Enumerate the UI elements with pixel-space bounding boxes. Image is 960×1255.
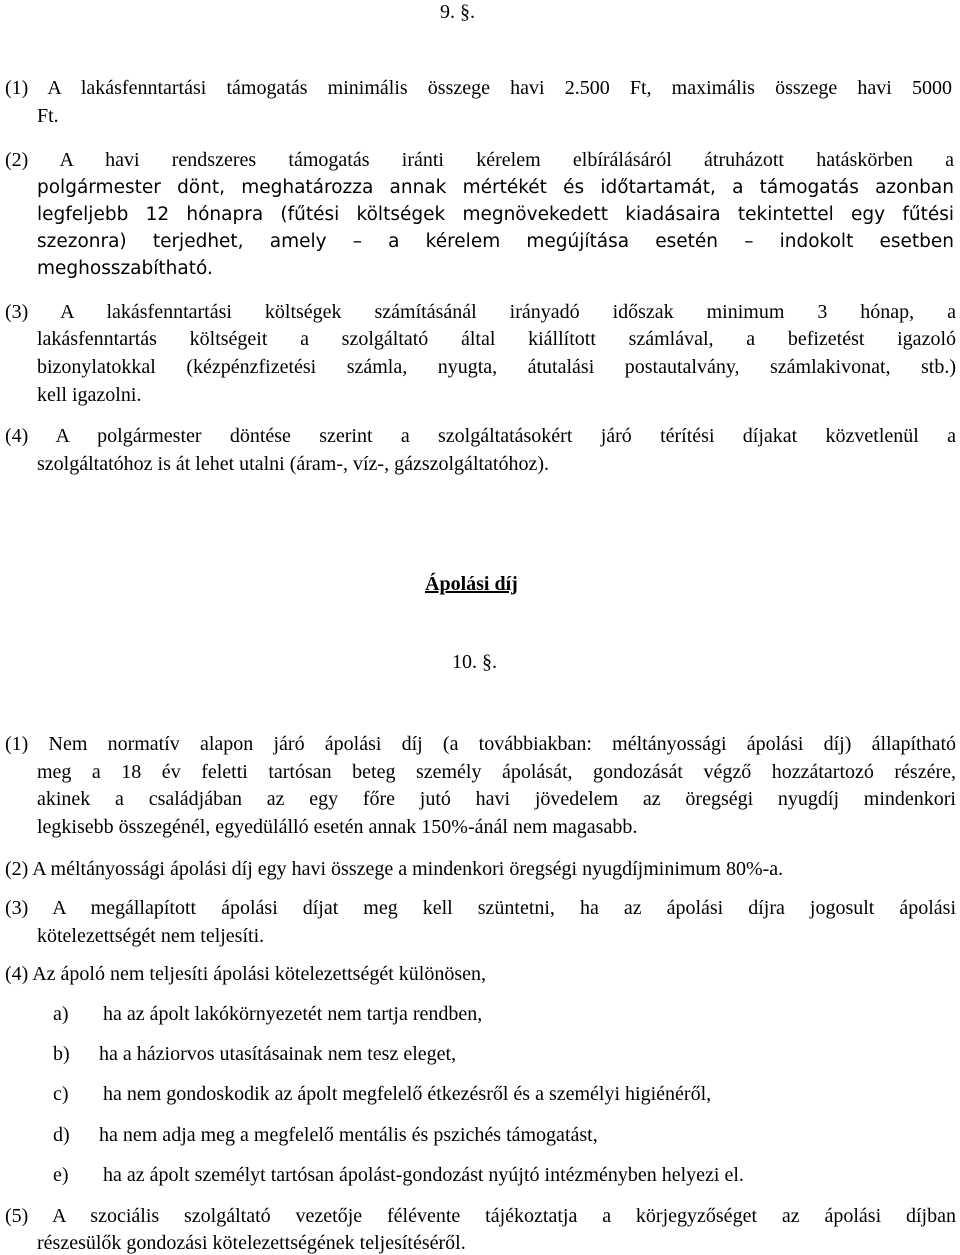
- list-item-marker: a): [53, 1003, 69, 1025]
- paragraph-9-2-line-5: meghosszabítható.: [37, 258, 213, 279]
- paragraph-9-4-line-2: szolgáltatóhoz is át lehet utalni (áram-, víz-, gázszolgáltatóhoz).: [37, 453, 550, 475]
- list-item-text: ha a háziorvos utasításainak nem tesz eleget,: [99, 1043, 457, 1065]
- paragraph-10-1-line-4: legkisebb összegénél, egyedülálló esetén annak 150%-ánál nem magasabb.: [37, 816, 638, 838]
- list-item: [53, 1123, 598, 1147]
- paragraph-10-3-line-1: (3) A megállapított ápolási díjat meg kell szüntetni, ha az ápolási díjra jogosult ápolási: [5, 897, 956, 919]
- section-heading-10: 10. §.: [452, 651, 497, 673]
- section-title-apolasi-dij: Ápolási díj: [425, 573, 518, 595]
- paragraph-10-1-line-2: meg a 18 év feletti tartósan beteg személy ápolását, gondozását végző hozzátartozó részére,: [37, 761, 956, 783]
- paragraph-9-3-line-4: kell igazolni.: [37, 384, 142, 406]
- list-item-text: ha nem adja meg a megfelelő mentális és pszichés támogatást,: [99, 1124, 598, 1146]
- paragraph-9-3-line-2: lakásfenntartás költségeit a szolgáltató által kiállított számlával, a befizetést igazoló: [37, 328, 956, 350]
- paragraph-10-5-line-1: (5) A szociális szolgáltató vezetője félévente tájékoztatja a körjegyzőséget az ápolási díjban: [5, 1205, 956, 1227]
- paragraph-9-2-line-1: (2) A havi rendszeres támogatás iránti kérelem elbírálásáról átruházott hatáskörben a: [5, 149, 954, 171]
- list-item-marker: e): [53, 1164, 69, 1186]
- list-item: [53, 1042, 456, 1066]
- paragraph-9-4-line-1: (4) A polgármester döntése szerint a szolgáltatásokért járó térítési díjakat közvetlenül a: [5, 425, 956, 447]
- list-item: [53, 1002, 482, 1026]
- section-heading-9: 9. §.: [440, 1, 475, 23]
- paragraph-9-1-line-2: Ft.: [37, 105, 59, 127]
- paragraph-10-2-line-1: (2) A méltányossági ápolási díj egy havi összege a mindenkori öregségi nyugdíjminimum 80%-a.: [5, 858, 784, 880]
- list-item-marker: d): [53, 1124, 70, 1146]
- list-item: [53, 1163, 744, 1187]
- paragraph-9-2-line-4: szezonra) terjedhet, amely – a kérelem megújítása esetén – indokolt esetben: [37, 231, 954, 252]
- list-item-text: ha nem gondoskodik az ápolt megfelelő étkezésről és a személyi higiénéről,: [103, 1083, 712, 1105]
- paragraph-10-4-line-1: (4) Az ápoló nem teljesíti ápolási kötelezettségét különösen,: [5, 963, 486, 985]
- paragraph-10-3-line-2: kötelezettségét nem teljesíti.: [37, 925, 265, 947]
- paragraph-9-3-line-1: (3) A lakásfenntartási költségek számításánál irányadó időszak minimum 3 hónap, a: [5, 301, 956, 323]
- list-item: [53, 1082, 711, 1106]
- list-item-marker: b): [53, 1043, 70, 1065]
- paragraph-9-2-line-2: polgármester dönt, meghatározza annak mértékét és időtartamát, a támogatás azonban: [37, 177, 954, 198]
- paragraph-9-3-line-3: bizonylatokkal (kézpénzfizetési számla, nyugta, átutalási postautalvány, számlakivonat, stb.): [37, 356, 956, 378]
- list-item-text: ha az ápolt személyt tartósan ápolást-gondozást nyújtó intézményben helyezi el.: [103, 1164, 744, 1186]
- paragraph-9-1-line-1: (1) A lakásfenntartási támogatás minimális összege havi 2.500 Ft, maximális összege havi 5000: [5, 77, 952, 99]
- list-item-marker: c): [53, 1083, 69, 1105]
- paragraph-10-1-line-1: (1) Nem normatív alapon járó ápolási díj (a továbbiakban: méltányossági ápolási díj) állapítható: [5, 733, 956, 755]
- paragraph-9-2-line-3: legfeljebb 12 hónapra (fűtési költségek megnövekedett kiadásaira tekintettel egy fűtési: [37, 204, 954, 225]
- paragraph-10-5-line-2: részesülők gondozási kötelezettségének teljesítéséről.: [37, 1232, 466, 1254]
- paragraph-10-1-line-3: akinek a családjában az egy főre jutó havi jövedelem az öregségi nyugdíj mindenkori: [37, 788, 956, 810]
- list-item-text: ha az ápolt lakókörnyezetét nem tartja rendben,: [103, 1003, 483, 1025]
